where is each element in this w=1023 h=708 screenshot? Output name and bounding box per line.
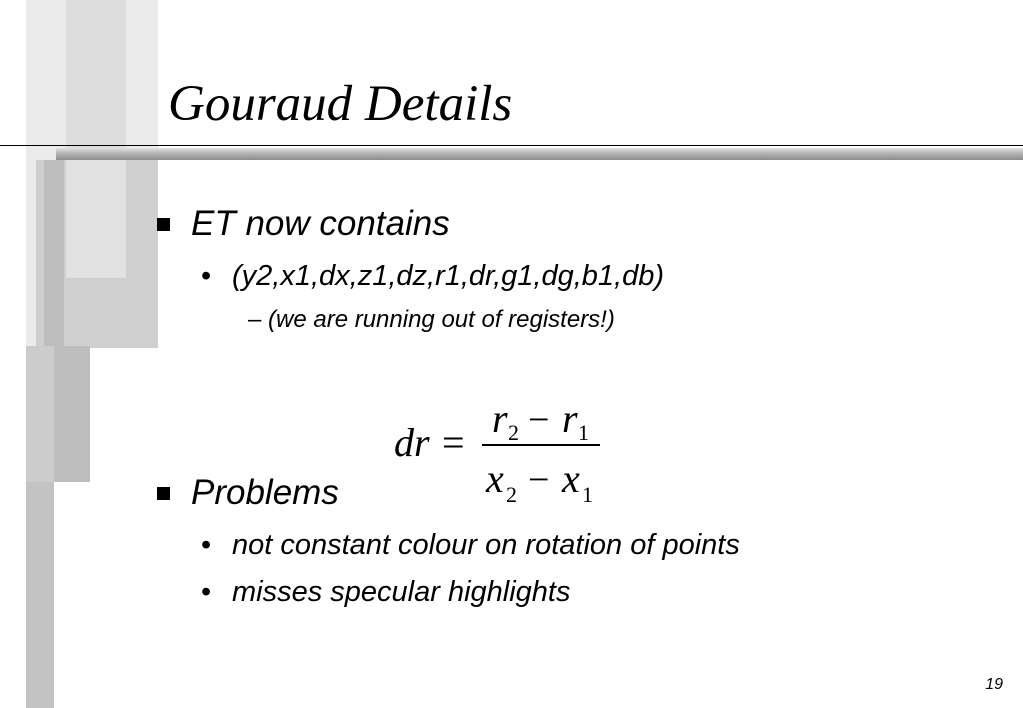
formula-lhs: dr <box>394 420 430 465</box>
square-bullet-icon <box>157 218 170 231</box>
sub-sub-bullet-registers-note: – (we are running out of registers!) <box>248 306 615 333</box>
denominator-term-b-subscript: 1 <box>582 482 593 507</box>
numerator-term-a-subscript: 2 <box>508 420 519 445</box>
decoration-block-inner-light <box>66 160 126 278</box>
bullet-problems <box>157 471 339 515</box>
sub-bullet-problem-rotation <box>201 527 740 563</box>
bullet-text: Problems <box>191 473 339 512</box>
bullet-et-now-contains <box>157 202 450 246</box>
denominator-term-a-subscript: 2 <box>506 482 517 507</box>
sub-bullet-problem-specular <box>201 574 570 610</box>
sub-bullet-text: (y2,x1,dx,z1,dz,r1,dr,g1,dg,b1,db) <box>232 260 665 292</box>
denominator-term-b: x <box>562 456 580 501</box>
title-rule-thick <box>56 148 1023 160</box>
decoration-bar-lower <box>48 346 90 482</box>
square-bullet-icon <box>157 487 170 500</box>
dot-bullet-icon: • <box>201 529 212 561</box>
numerator-minus: − <box>528 399 550 441</box>
numerator-term-b-subscript: 1 <box>578 420 589 445</box>
sub-bullet-registers-list <box>201 258 664 294</box>
numerator-term-b: r <box>562 396 578 441</box>
dot-bullet-icon: • <box>201 576 212 608</box>
numerator-term-a: r <box>492 396 508 441</box>
bullet-text: ET now contains <box>191 204 450 243</box>
sub-bullet-text: not constant colour on rotation of points <box>232 529 740 561</box>
gradient-formula <box>392 396 632 516</box>
slide-number: 19 <box>985 676 1003 693</box>
sub-bullet-text: misses specular highlights <box>232 576 571 608</box>
title-rule-thin <box>0 145 1023 146</box>
slide-title: Gouraud Details <box>168 76 513 132</box>
denominator-minus: − <box>528 459 550 501</box>
decoration-bar-left-shade <box>26 482 54 708</box>
formula-equals: = <box>442 420 465 465</box>
denominator-term-a: x <box>486 456 504 501</box>
dot-bullet-icon: • <box>201 260 212 292</box>
